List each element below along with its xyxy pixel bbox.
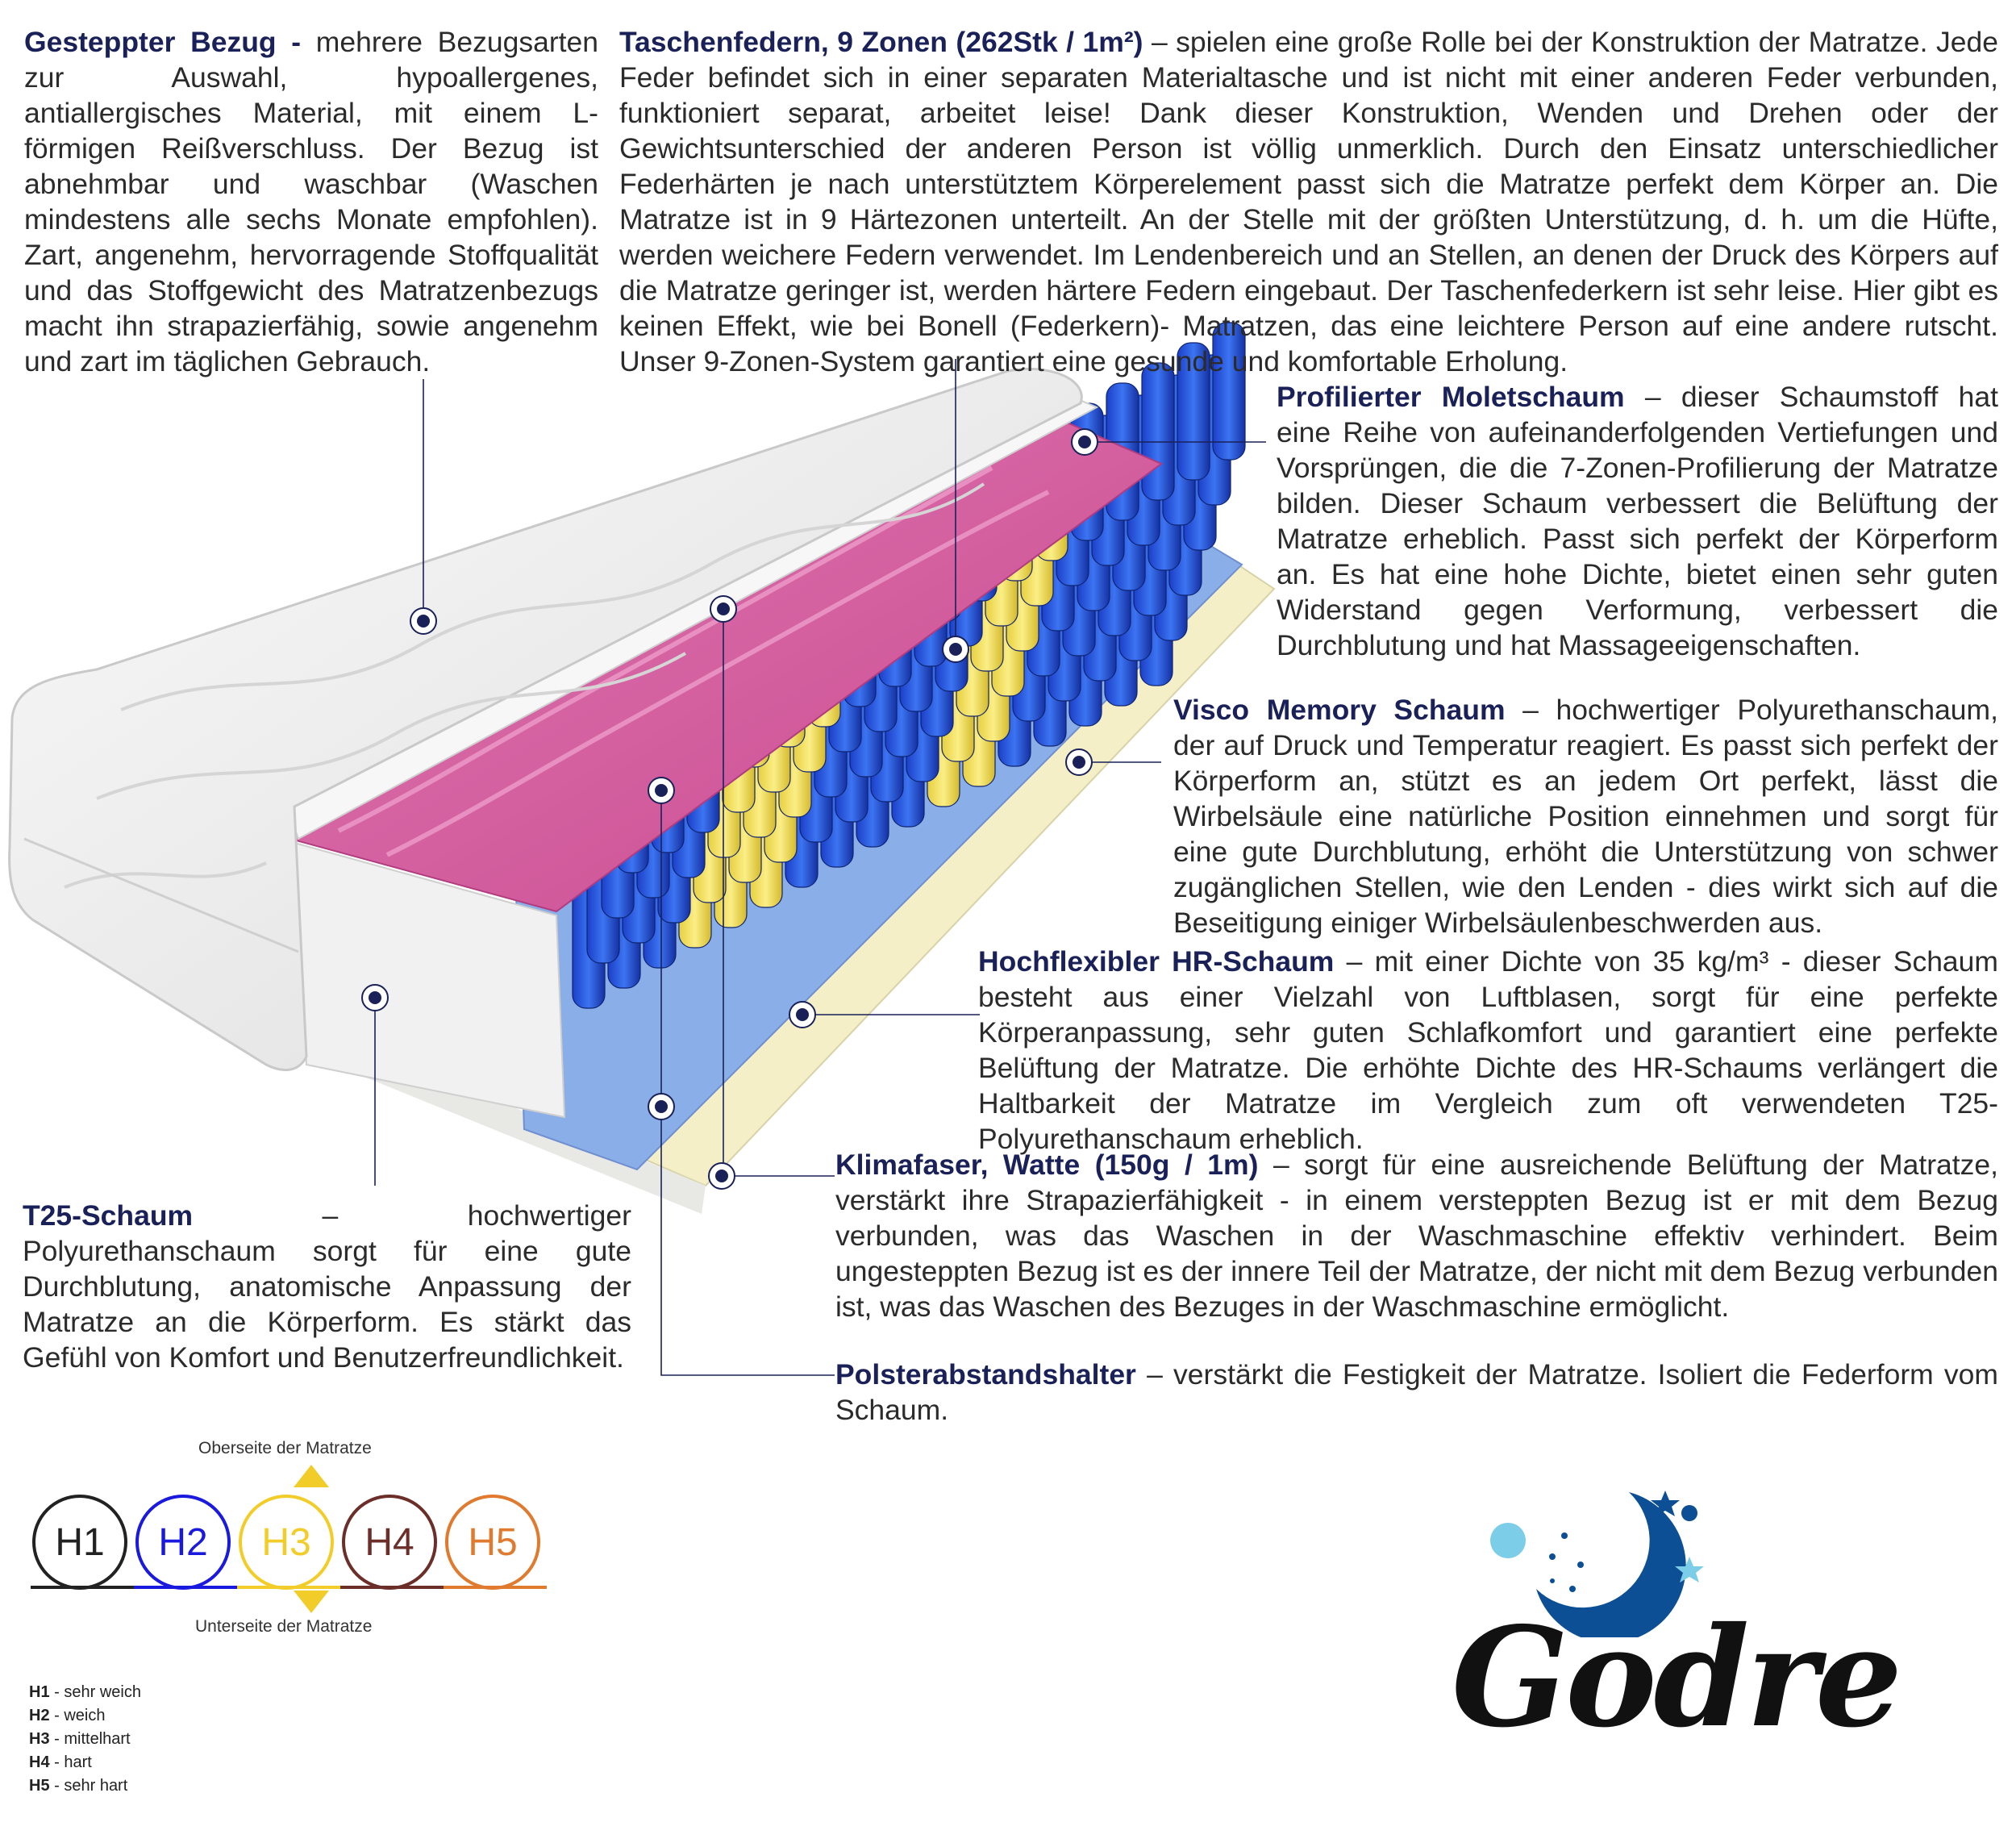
callout-marker-dot [1078,436,1091,448]
hardness-legend [24,1420,573,1662]
springs-title: Taschenfedern, 9 Zonen (262Stk / 1m²) [619,26,1143,58]
hr-foam-description [978,944,1998,1157]
hardness-circle-h4: H4 [342,1495,437,1590]
godre-logo [1419,1476,1900,1758]
hardness-circle-h1: H1 [32,1495,127,1590]
profiled-title: Profilierter Moletschaum [1277,381,1625,413]
arrow-up-icon [294,1465,329,1487]
callout-marker-dot [655,1100,668,1113]
brand-name: Godre [1452,1597,1900,1758]
profiled-text: – dieser Schaumstoff hat eine Reihe von aufeinanderfolgenden Vertiefungen und Vorsprüngen, die die 7-Zonen-Profilierung der Matratze bilden. Dieser Schaum verbessert die Belüftung der Matratze erheblich. Passt sich perfekt der Körperform an. Es hat eine hohe Dichte, bietet einen sehr guten Widerstand gegen Verformung, verbessert die Durchblutung und hat Massageeigenschaften. [1277,381,1999,661]
hardness-underline-h5 [444,1586,547,1589]
spacer-title: Polsterabstandshalter [835,1358,1136,1391]
arrow-down-icon [294,1591,329,1613]
hardness-circle-h5: H5 [445,1495,540,1590]
springs-description [619,24,1998,379]
hardness-scale-item: H2 - weich [29,1707,106,1724]
cover-title: Gesteppter Bezug - [24,26,302,58]
cover-text: mehrere Bezugsarten zur Auswahl, hypoallergenes, antiallergisches Material, mit einem L-förmigen Reißverschluss. Der Bezug ist abnehmbar und waschbar (Waschen mindestens alle sechs Monate empfohlen). Zart, angenehm, hervorragende Stoffqualität und das Stoffgewicht des Matratzenbezugs macht ihn strapazierfähig, sowie angenehm und zart im täglichen Gebrauch. [24,26,598,377]
t25-description [23,1198,631,1375]
klimafaser-description [835,1147,1998,1324]
visco-description [1173,692,1998,940]
callout-marker-dot [655,784,668,797]
callout-marker-dot [717,603,730,615]
hardness-scale-list [29,1681,141,1798]
callout-marker-dot [796,1008,809,1021]
spring-coil [1142,363,1174,500]
hr-title: Hochflexibler HR-Schaum [978,945,1335,978]
callout-marker-dot [1073,756,1085,769]
hardness-underline-h1 [31,1586,134,1589]
bottom-side-caption: Unterseite der Matratze [195,1617,373,1636]
callout-marker-dot [949,643,962,656]
visco-text: – hochwertiger Polyurethanschaum, der auf Druck und Temperatur reagiert. Es passt sich perfekt der Körperform an, stützt es an jedem Ort perfekt, lässt die Wirbelsäule eine natürliche Position einnehmen und sorgt für eine gute Durchblutung, erhöht die Unterstützung von schwer zugänglichen Stellen, wie den Lenden - dies wirkt sich auf die Beseitigung einiger Wirbelsäulenbeschwerden aus. [1173,694,1998,939]
hardness-circle-h3: H3 [239,1495,334,1590]
hardness-underline-h3 [237,1586,340,1589]
hardness-scale-item: H5 - sehr hart [29,1777,128,1795]
callout-marker-dot [715,1170,728,1182]
klima-text: – sorgt für eine ausreichende Belüftung der Matratze, verstärkt ihre Strapazierfähigkeit - in einem versteppten Bezug ist er mit dem Bezug verbunden, was das Waschen in der Waschmaschine effektiv verhindert. Beim ungesteppten Bezug ist es der innere Teil der Matratze, der nicht mit dem Bezug verbunden ist, was das Waschen des Bezuges in der Waschmaschine ermöglicht. [835,1149,1998,1323]
callout-marker-dot [417,615,430,628]
visco-title: Visco Memory Schaum [1173,694,1506,726]
hardness-scale-item: H3 - mittelhart [29,1730,131,1748]
cover-description [24,24,598,379]
hr-text: – mit einer Dichte von 35 kg/m³ - dieser Schaum besteht aus einer Vielzahl von Luftblasen, sorgt für eine perfekte Körperanpassung, sehr guten Schlafkomfort und garantiert eine perfekte Belüftung der Matratze. Die erhöhte Dichte des HR-Schaums verlängert die Haltbarkeit der Matratze im Vergleich zum oft verwendeten T25-Polyurethanschaum erheblich. [978,945,1998,1155]
springs-text: – spielen eine große Rolle bei der Konstruktion der Matratze. Jede Feder befindet sich in einer separaten Materialtasche und ist nicht mit einer anderen Feder verbunden, funktioniert separat, arbeitet leise! Dank dieser Konstruktion, Wenden und Drehen oder der Gewichtsunterschied der anderen Person ist völlig unmerklich. Durch den Einsatz unterschiedlicher Federhärten je nach unterstütztem Körperelement passt sich die Matratze perfekt dem Körper an. Die Matratze ist in 9 Härtezonen unterteilt. An der Stelle mit der größten Unterstützung, d. h. um die Hüfte, werden weichere Federn verwendet. Im Lendenbereich und an Stellen, an denen der Druck des Körpers auf die Matratze geringer ist, werden härtere Federn eingebaut. Der Taschenfederkern ist sehr leise. Hier gibt es keinen Effekt, wie bei Bonell (Federkern)- Matratzen, das eine leichtere Person auf eine andere rutscht. Unser 9-Zonen-System garantiert eine gesunde und komfortable Erholung. [619,26,1998,377]
klima-title: Klimafaser, Watte (150g / 1m) [835,1149,1259,1181]
hardness-circle-h2: H2 [135,1495,231,1590]
callout-marker-dot [369,991,381,1004]
t25-text: – hochwertiger Polyurethanschaum sorgt für eine gute Durchblutung, anatomische Anpassung der Matratze an die Körperform. Es stärkt das Gefühl von Komfort und Benutzerfreundlichkeit. [23,1199,631,1374]
hardness-scale-item: H4 - hart [29,1753,92,1771]
hardness-underline-h4 [340,1586,444,1589]
top-side-caption: Oberseite der Matratze [198,1439,372,1457]
spacer-text: – verstärkt die Festigkeit der Matratze. Isoliert die Federform vom Schaum. [835,1358,1998,1426]
spacer-description [835,1357,1998,1428]
t25-title: T25-Schaum [23,1199,194,1232]
hardness-underline-h2 [134,1586,237,1589]
profiled-foam-description [1277,379,1998,663]
hardness-scale-item: H1 - sehr weich [29,1683,141,1701]
